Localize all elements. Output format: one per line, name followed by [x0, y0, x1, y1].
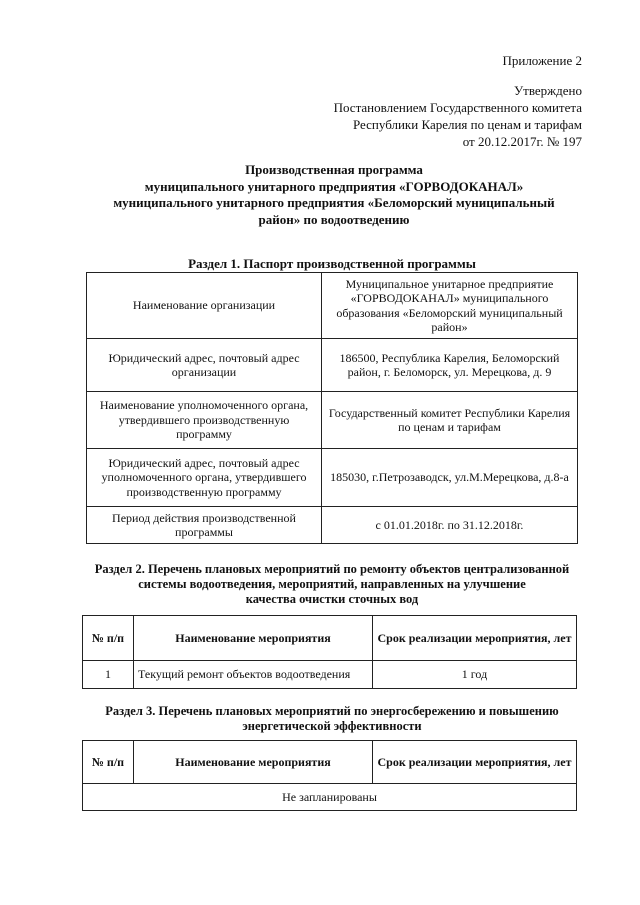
column-header-number: № п/п	[83, 741, 134, 784]
table-row	[87, 273, 578, 339]
title-line-4: район» по водоотведению	[258, 211, 410, 227]
section-2-title-line-1: Раздел 2. Перечень плановых мероприятий по ремонту объектов централизованной	[94, 562, 570, 576]
title-line-3: муниципального унитарного предприятия «Беломорский муниципальный	[113, 195, 555, 210]
table-header-row	[83, 616, 577, 661]
title-line-2: муниципального унитарного предприятия «ГОРВОДОКАНАЛ»	[144, 178, 524, 194]
approval-line-1: Постановлением Государственного комитета	[333, 100, 582, 115]
passport-label: Наименование уполномоченного органа, утвердившего производственную программу	[87, 392, 322, 449]
section-2-title	[76, 562, 588, 607]
passport-table	[86, 272, 578, 544]
passport-label: Наименование организации	[87, 273, 322, 339]
section-3-title-line-1: Раздел 3. Перечень плановых мероприятий по энергосбережению и повышению	[105, 704, 559, 718]
table-header-row	[83, 741, 577, 784]
approval-block	[334, 52, 582, 150]
column-header-number: № п/п	[83, 616, 134, 661]
title-line-1: Производственная программа	[245, 162, 423, 177]
approved-label: Утверждено	[513, 83, 582, 98]
column-header-name: Наименование мероприятия	[134, 616, 373, 661]
empty-note: Не запланированы	[83, 784, 577, 811]
repair-measures-table	[82, 615, 577, 689]
section-2-title-line-2: системы водоотведения, мероприятий, направленных на улучшение	[138, 577, 526, 591]
row-number: 1	[83, 661, 134, 689]
passport-value: 185030, г.Петрозаводск, ул.М.Мерецкова, д.8-а	[322, 449, 578, 507]
section-1-title: Раздел 1. Паспорт производственной программы	[188, 256, 476, 271]
row-term: 1 год	[373, 661, 577, 689]
appendix-label: Приложение 2	[502, 53, 582, 68]
row-measure-name: Текущий ремонт объектов водоотведения	[134, 661, 373, 689]
column-header-name: Наименование мероприятия	[134, 741, 373, 784]
passport-label: Юридический адрес, почтовый адрес организации	[87, 339, 322, 392]
passport-value: 186500, Республика Карелия, Беломорский район, г. Беломорск, ул. Мерецкова, д. 9	[322, 339, 578, 392]
column-header-term: Срок реализации мероприятия, лет	[373, 616, 577, 661]
passport-value: Муниципальное унитарное предприятие «ГОРВОДОКАНАЛ» муниципального образования «Беломорский муниципальный район»	[322, 273, 578, 339]
table-row	[87, 507, 578, 544]
table-row	[83, 784, 577, 811]
passport-label: Юридический адрес, почтовый адрес уполномоченного органа, утвердившего производственную программу	[87, 449, 322, 507]
table-row	[87, 339, 578, 392]
section-2-title-line-3: качества очистки сточных вод	[245, 592, 419, 606]
section-3-title-line-2: энергетической эффективности	[242, 719, 422, 733]
approval-line-3: от 20.12.2017г. № 197	[462, 134, 582, 149]
table-row	[87, 449, 578, 507]
energy-measures-table	[82, 740, 577, 811]
passport-value: Государственный комитет Республики Карелия по ценам и тарифам	[322, 392, 578, 449]
table-row	[87, 392, 578, 449]
approval-line-2: Республики Карелия по ценам и тарифам	[352, 117, 582, 132]
column-header-term: Срок реализации мероприятия, лет	[373, 741, 577, 784]
passport-value: с 01.01.2018г. по 31.12.2018г.	[322, 507, 578, 544]
table-row	[83, 661, 577, 689]
section-3-title	[76, 704, 588, 734]
passport-label: Период действия производственной программы	[87, 507, 322, 544]
document-title	[90, 162, 578, 228]
